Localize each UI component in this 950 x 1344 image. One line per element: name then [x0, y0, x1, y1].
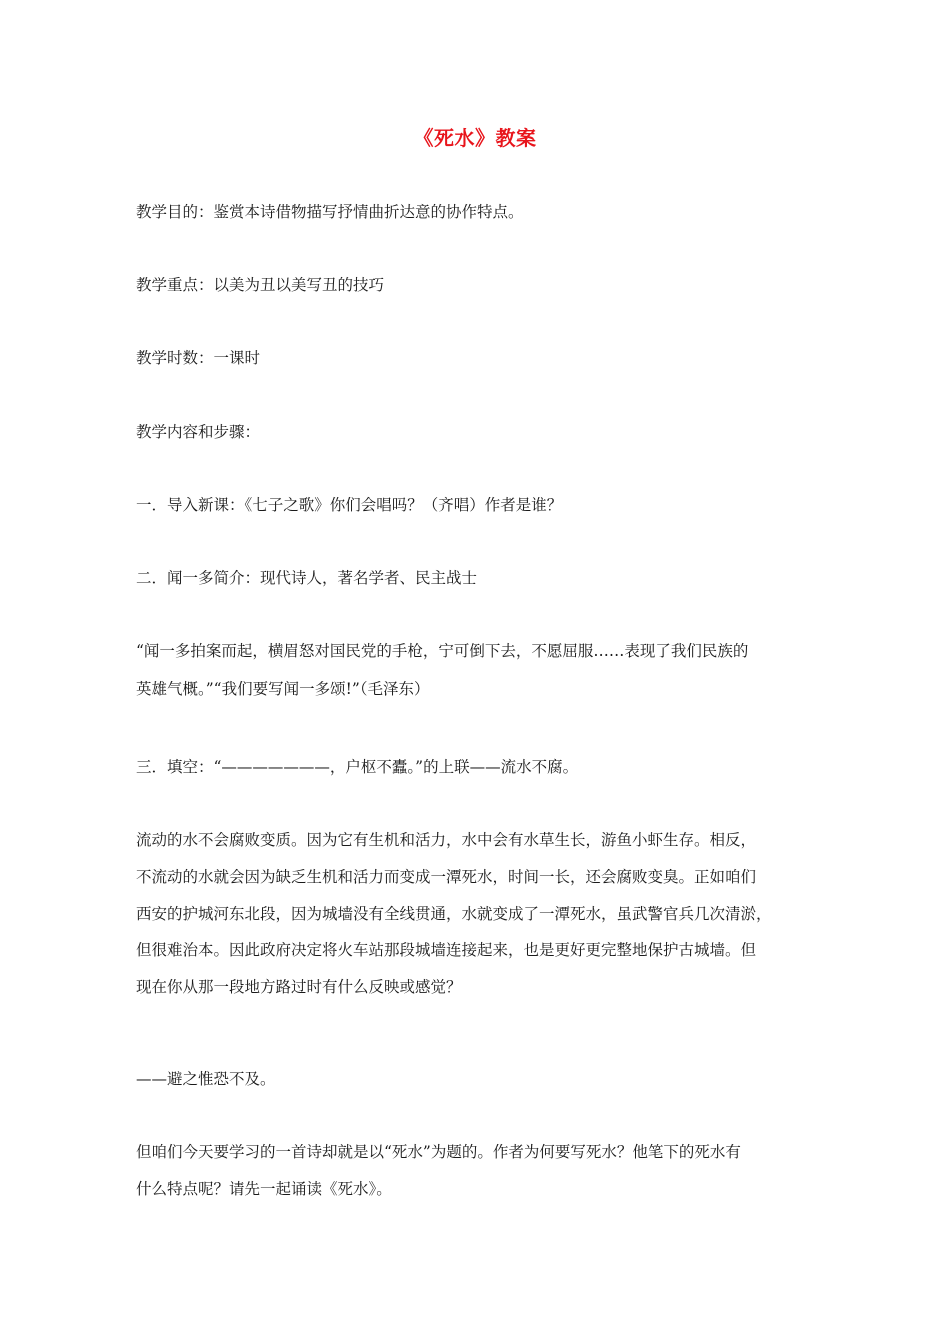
teaching-objective: 教学目的：鉴赏本诗借物描写抒情曲折达意的协作特点。 — [136, 203, 524, 221]
content-steps-heading: 教学内容和步骤： — [136, 423, 261, 441]
paragraph-line: 流动的水不会腐败变质。因为它有生机和活力，水中会有水草生长，游鱼小虾生存。相反， — [136, 831, 757, 849]
step-one: 一．导入新课：《七子之歌》你们会唱吗？（齐唱）作者是谁？ — [136, 496, 563, 514]
document-title: 《死水》教案 — [413, 126, 537, 150]
paragraph-line: 西安的护城河东北段，因为城墙没有全线贯通，水就变成了一潭死水，虽武警官兵几次清淤， — [136, 904, 772, 923]
step-three: 三．填空：“———————，户枢不蠹。”的上联——流水不腐。 — [136, 758, 579, 776]
paragraph-line: 但很难治本。因此政府决定将火车站那段城墙连接起来，也是更好更完整地保护古城墙。但 — [136, 941, 757, 960]
step-two: 二．闻一多简介：现代诗人，著名学者、民主战士 — [136, 569, 478, 587]
paragraph-line: 什么特点呢？请先一起诵读《死水》。 — [136, 1179, 392, 1198]
paragraph-line: 现在你从那一段地方路过时有什么反映或感觉？ — [136, 978, 462, 997]
paragraph-line: 但咱们今天要学习的一首诗却就是以“死水”为题的。作者为何要写死水？他笔下的死水有 — [136, 1143, 741, 1161]
teaching-hours: 教学时数：一课时 — [136, 349, 261, 367]
answer-line: ——避之惟恐不及。 — [136, 1070, 276, 1088]
closing-paragraph — [136, 1134, 816, 1208]
teaching-focus: 教学重点：以美为丑以美写丑的技巧 — [136, 276, 385, 294]
river-paragraph — [136, 822, 816, 1006]
paragraph-line: 不流动的水就会因为缺乏生机和活力而变成一潭死水，时间一长，还会腐败变臭。正如咱们 — [136, 867, 757, 886]
quote-line-1: “闻一多拍案而起，横眉怒对国民党的手枪，宁可倒下去，不愿屈服……表现了我们民族的 — [136, 642, 749, 660]
quote-line-2: 英雄气概。”“我们要写闻一多颂!”（毛泽东） — [136, 680, 430, 698]
